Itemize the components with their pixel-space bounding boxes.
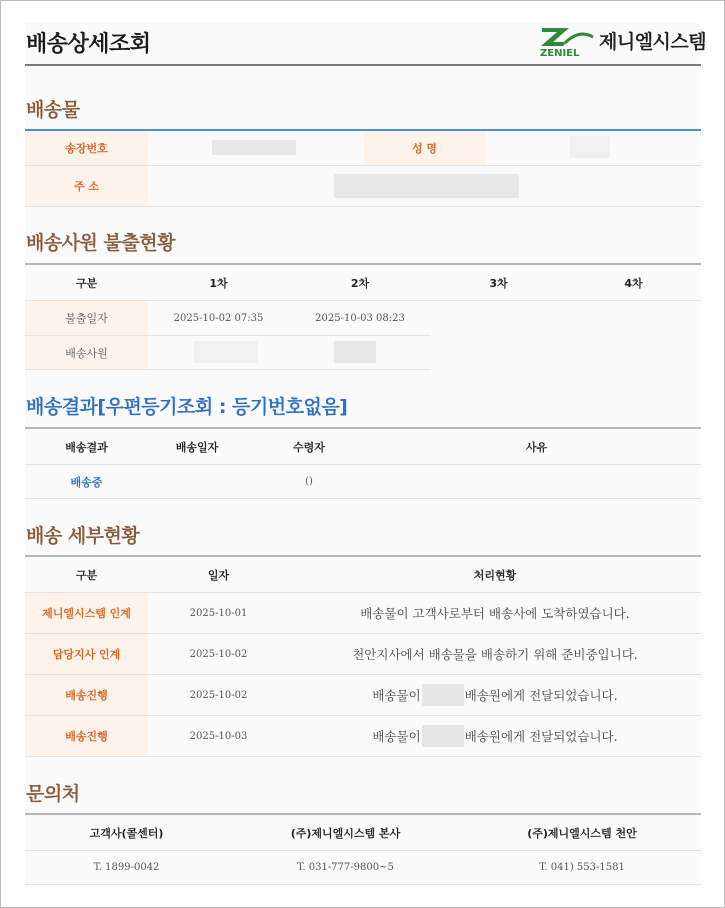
logo-text: 제니엘시스템 <box>599 31 707 53</box>
details-header-date: 일자 <box>207 568 230 582</box>
details-header-type: 구분 <box>75 568 98 582</box>
courier-name-round-1-redacted <box>194 341 258 363</box>
row-divider <box>25 498 701 499</box>
details-row-3-status-pre: 배송물이 <box>372 688 421 703</box>
courier-header-round-1: 1차 <box>209 276 228 290</box>
details-row-1-date: 2025-10-01 <box>189 607 248 619</box>
result-status-link[interactable]: 배송중 <box>70 475 103 489</box>
contact-cheonan-phone: T. 041) 553-1581 <box>539 862 625 873</box>
result-header-result: 배송결과 <box>65 440 108 454</box>
section-title-delivery-result: 배송결과[우편등기조회 : 등기번호없음] <box>26 396 348 418</box>
courier-header-round-3: 3차 <box>489 276 508 290</box>
row-divider <box>25 756 701 757</box>
details-row-3-status-post: 배송원에게 전달되었습니다. <box>464 688 618 703</box>
courier-name-round-2-redacted <box>334 341 376 363</box>
release-date-round-1: 2025-10-02 07:35 <box>173 312 264 324</box>
invoice-label: 송장번호 <box>25 131 148 165</box>
details-row-3-status <box>289 675 701 715</box>
section-title-shipment: 배송물 <box>26 99 80 121</box>
logo-word: ZENIEL <box>540 48 580 57</box>
name-label: 성 명 <box>364 131 485 165</box>
section-title-contact: 문의처 <box>26 783 80 805</box>
contact-header-callcenter: 고객사(콜센터) <box>89 826 164 840</box>
result-reason <box>372 465 701 498</box>
invoice-number-redacted <box>212 140 296 155</box>
details-row-4-status-pre: 배송물이 <box>372 729 421 744</box>
result-receiver: () <box>305 476 313 487</box>
contact-header-cheonan: (주)제니엘시스템 천안 <box>527 826 637 840</box>
courier-header-round-4: 4차 <box>624 276 643 290</box>
page-header <box>25 23 707 66</box>
contact-hq-phone: T. 031-777-9800~5 <box>297 862 394 873</box>
page-title: 배송상세조회 <box>26 32 151 57</box>
row-divider <box>25 884 701 885</box>
courier-name-label: 배송사원 <box>25 336 148 369</box>
release-date-round-2: 2025-10-03 08:23 <box>315 312 405 324</box>
courier-name-redacted <box>422 684 464 706</box>
content-area <box>25 23 707 887</box>
address-redacted <box>334 174 519 198</box>
details-row-4-status <box>289 716 701 756</box>
result-header-receiver: 수령자 <box>293 440 325 454</box>
details-row-2-status: 천안지사에서 배송물을 배송하기 위해 준비중입니다. <box>352 647 638 662</box>
details-row-1-status: 배송물이 고객사로부터 배송사에 도착하였습니다. <box>360 606 630 621</box>
details-row-2-date: 2025-10-02 <box>189 648 248 660</box>
zeniel-logo-icon <box>539 25 595 57</box>
row-divider <box>25 206 701 207</box>
details-row-4-label: 배송진행 <box>25 716 148 756</box>
row-divider <box>25 369 431 370</box>
zeniel-logo <box>539 25 707 59</box>
details-row-4-status-post: 배송원에게 전달되었습니다. <box>464 729 618 744</box>
result-header-reason: 사유 <box>525 440 548 454</box>
section-title-details: 배송 세부현황 <box>26 525 140 547</box>
courier-header-type: 구분 <box>75 276 98 290</box>
name-redacted <box>570 136 610 158</box>
details-row-2-label: 담당지사 인계 <box>25 634 148 674</box>
release-date-label: 불출일자 <box>25 301 148 335</box>
result-date <box>148 465 246 498</box>
contact-header-hq: (주)제니엘시스템 본사 <box>290 826 401 840</box>
contact-callcenter-phone: T. 1899-0042 <box>93 862 160 873</box>
result-header-date: 배송일자 <box>175 440 219 454</box>
courier-header-round-2: 2차 <box>350 276 370 290</box>
details-row-3-date: 2025-10-02 <box>189 689 248 701</box>
section-title-courier-status: 배송사원 불출현황 <box>26 232 175 254</box>
details-row-3-label: 배송진행 <box>25 675 148 715</box>
courier-name-redacted <box>422 725 464 747</box>
details-row-4-date: 2025-10-03 <box>189 730 248 742</box>
details-row-1-label: 제니엘시스템 인계 <box>25 593 148 633</box>
address-label: 주 소 <box>25 166 148 206</box>
details-header-status: 처리현황 <box>473 568 517 582</box>
